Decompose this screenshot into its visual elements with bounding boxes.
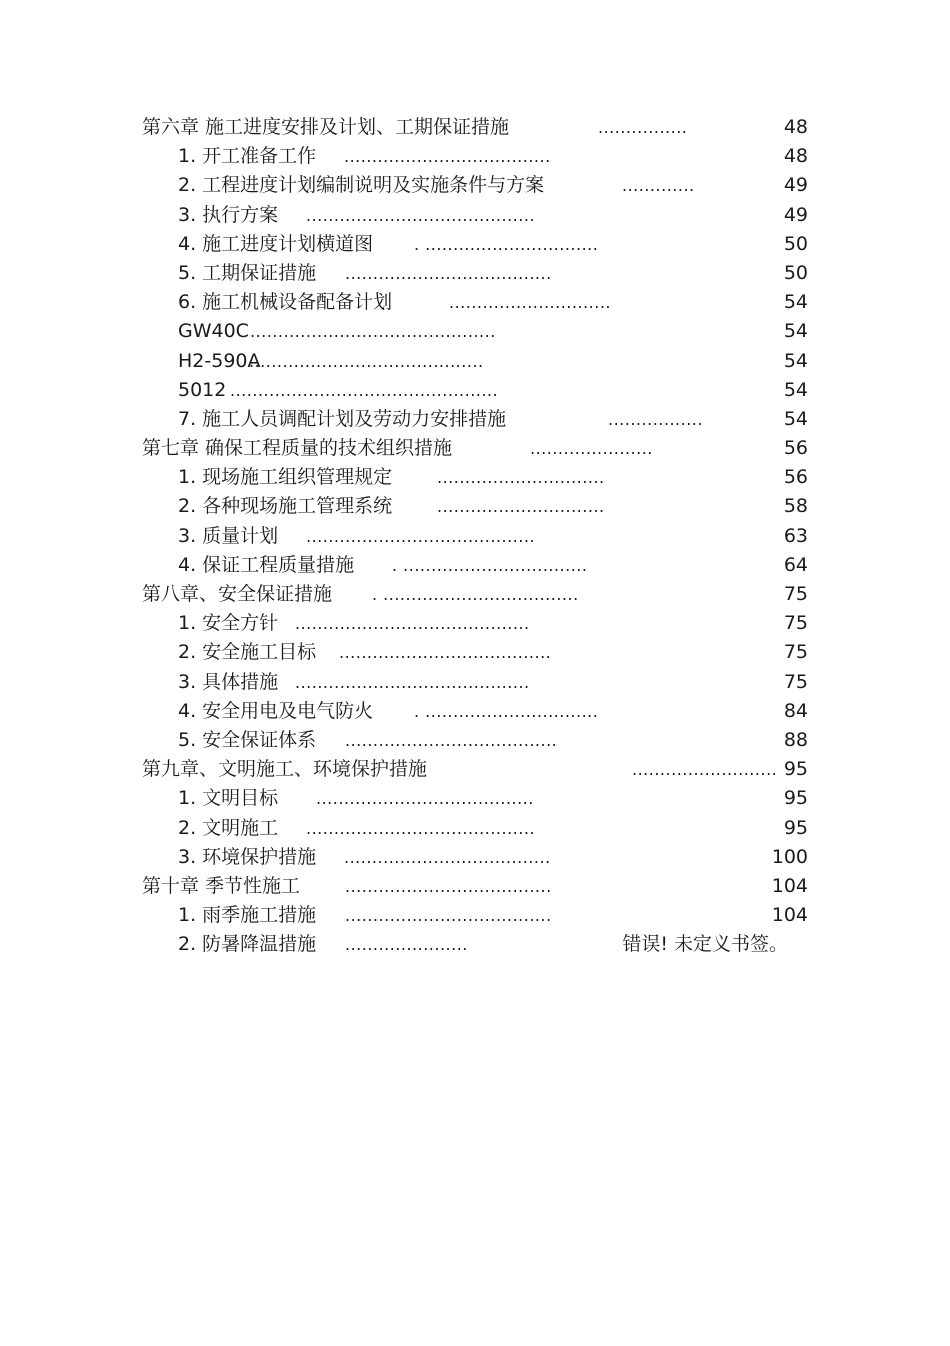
toc-entry-title: 1. 雨季施工措施 [178, 904, 317, 927]
toc-entry-title: 2. 各种现场施工管理系统 [178, 495, 393, 518]
toc-dot-leader: ................................................ [230, 380, 499, 400]
toc-page-number: 75 [783, 583, 808, 605]
toc-entry-title: 4. 保证工程质量措施 [178, 553, 355, 576]
toc-entry-title: 第十章 季节性施工 [142, 874, 301, 897]
toc-entry[interactable] [142, 843, 808, 872]
toc-page-number: 75 [783, 612, 808, 635]
toc-entry-title: 3. 执行方案 [178, 203, 279, 226]
toc-dot-leader: ..................................... [345, 906, 552, 926]
toc-entry[interactable] [142, 814, 808, 843]
toc-dot-leader: ..................................... [345, 876, 552, 896]
toc-page-number: 49 [783, 174, 808, 197]
toc-entry-title: 2. 工程进度计划编制说明及实施条件与方案 [178, 174, 545, 197]
toc-page-number: 54 [783, 320, 808, 343]
toc-entry-title: 1. 安全方针 [178, 612, 279, 635]
toc-page-number: 104 [771, 904, 808, 927]
toc-page-number: 56 [783, 437, 808, 460]
toc-dot-leader: .......................................... [249, 351, 484, 371]
toc-entry-title: 3. 环境保护措施 [178, 845, 317, 868]
toc-dot-leader: .............................. [437, 468, 605, 488]
toc-page-number: 48 [783, 145, 808, 168]
toc-entry-title: 6. 施工机械设备配备计划 [178, 291, 393, 314]
toc-page-number: 50 [783, 261, 808, 284]
toc-dot-leader: ................ [598, 118, 688, 137]
toc-entry[interactable] [142, 376, 808, 405]
toc-dot-leader: . ................................... [372, 585, 579, 604]
toc-page-number: 95 [783, 816, 808, 839]
toc-entry[interactable] [142, 551, 808, 580]
toc-entry-title: 4. 安全用电及电气防火 [178, 699, 374, 722]
toc-entry[interactable] [142, 463, 808, 492]
toc-dot-leader: ...................... [530, 439, 653, 459]
toc-dot-leader: .......................................... [295, 672, 530, 692]
toc-dot-leader: ............................. [449, 293, 611, 313]
toc-entry-title: 2. 文明施工 [178, 816, 279, 839]
toc-page-number: 54 [783, 378, 808, 401]
toc-page-number: 54 [783, 349, 808, 372]
toc-page-number: 56 [783, 466, 808, 489]
toc-entry-title: 第九章、文明施工、环境保护措施 [142, 758, 428, 781]
toc-entry[interactable] [142, 142, 808, 171]
toc-page-number: 58 [783, 495, 808, 518]
toc-dot-leader: . ............................... [414, 234, 599, 254]
toc-entry[interactable] [142, 901, 808, 930]
toc-entry[interactable] [142, 697, 808, 726]
toc-entry[interactable] [142, 434, 808, 463]
toc-entry[interactable] [142, 230, 808, 259]
toc-entry[interactable] [142, 668, 808, 697]
toc-entry-title: 2. 安全施工目标 [178, 641, 317, 664]
toc-page-number: 64 [783, 553, 808, 576]
toc-dot-leader: .......................................... [295, 614, 530, 634]
toc-entry[interactable] [142, 872, 808, 901]
toc-entry-title: 5. 安全保证体系 [178, 728, 317, 751]
toc-dot-leader: . ................................. [392, 555, 588, 575]
toc-entry[interactable] [142, 522, 808, 551]
toc-page-number: 50 [783, 232, 808, 255]
toc-page-number: 54 [783, 407, 808, 430]
toc-entry-title: 1. 文明目标 [178, 787, 279, 810]
toc-dot-leader: ............. [622, 176, 695, 196]
toc-dot-leader: ...................................... [345, 730, 558, 750]
toc-dot-leader: ......................................... [306, 205, 536, 225]
toc-page-number: 95 [783, 787, 808, 810]
toc-entry-title: 3. 具体措施 [178, 670, 279, 693]
toc-page-number: 54 [783, 291, 808, 314]
table-of-contents [142, 113, 808, 959]
toc-dot-leader: ...................................... [339, 643, 552, 663]
toc-entry-title: 第八章、安全保证措施 [142, 583, 333, 605]
toc-entry[interactable] [142, 347, 808, 376]
toc-entry-title: 3. 质量计划 [178, 524, 279, 547]
toc-page-number: 104 [771, 874, 808, 897]
toc-entry[interactable] [142, 726, 808, 755]
toc-entry[interactable] [142, 492, 808, 521]
toc-page-number: 63 [783, 524, 808, 547]
toc-page-number: 84 [783, 699, 808, 722]
toc-entry-title: 1. 开工准备工作 [178, 145, 317, 168]
toc-dot-leader: ....................................... [316, 789, 534, 809]
toc-dot-leader: . ............................... [414, 701, 599, 721]
toc-dot-leader: ..................................... [344, 847, 551, 867]
toc-entry[interactable] [142, 288, 808, 317]
toc-page-number: 88 [783, 728, 808, 751]
toc-entry[interactable] [142, 113, 808, 142]
toc-dot-leader: .......................... [632, 760, 778, 780]
toc-entry-title: 4. 施工进度计划横道图 [178, 232, 374, 255]
toc-dot-leader: ................. [608, 409, 703, 429]
toc-error-text: 错误! 未定义书签。 [622, 933, 788, 956]
toc-dot-leader: .............................. [437, 497, 605, 517]
toc-entry[interactable] [142, 405, 808, 434]
toc-entry-title: 5. 工期保证措施 [178, 261, 317, 284]
toc-dot-leader: ..................................... [344, 147, 551, 167]
toc-page-number: 49 [783, 203, 808, 226]
toc-entry-title: GW40C [178, 320, 249, 343]
toc-entry[interactable] [142, 930, 808, 959]
toc-entry[interactable] [142, 317, 808, 346]
toc-entry-title: H2-590A [178, 349, 261, 372]
toc-entry[interactable] [142, 755, 808, 784]
toc-dot-leader: ......................................... [306, 818, 536, 838]
toc-entry[interactable] [142, 638, 808, 667]
toc-entry[interactable] [142, 171, 808, 200]
toc-page-number: 75 [783, 641, 808, 664]
toc-dot-leader: ...................... [345, 935, 468, 955]
toc-page-number: 75 [783, 670, 808, 693]
toc-entry-title: 7. 施工人员调配计划及劳动力安排措施 [178, 407, 507, 430]
toc-entry[interactable] [142, 609, 808, 638]
toc-entry-title: 5012 [178, 378, 227, 401]
toc-entry-title: 2. 防暑降温措施 [178, 933, 317, 956]
toc-dot-leader: ......................................... [306, 526, 536, 546]
toc-entry-title: 第六章 施工进度安排及计划、工期保证措施 [142, 116, 510, 138]
toc-dot-leader: ..................................... [345, 263, 552, 283]
toc-page-number: 95 [783, 758, 808, 781]
toc-entry[interactable] [142, 784, 808, 813]
toc-entry-title: 第七章 确保工程质量的技术组织措施 [142, 437, 453, 460]
toc-page-number: 48 [783, 116, 808, 138]
toc-dot-leader: ............................................ [250, 322, 496, 342]
toc-entry[interactable] [142, 201, 808, 230]
toc-entry[interactable] [142, 259, 808, 288]
toc-page-number: 100 [771, 845, 808, 868]
toc-entry-title: 1. 现场施工组织管理规定 [178, 466, 393, 489]
toc-entry[interactable] [142, 580, 808, 609]
